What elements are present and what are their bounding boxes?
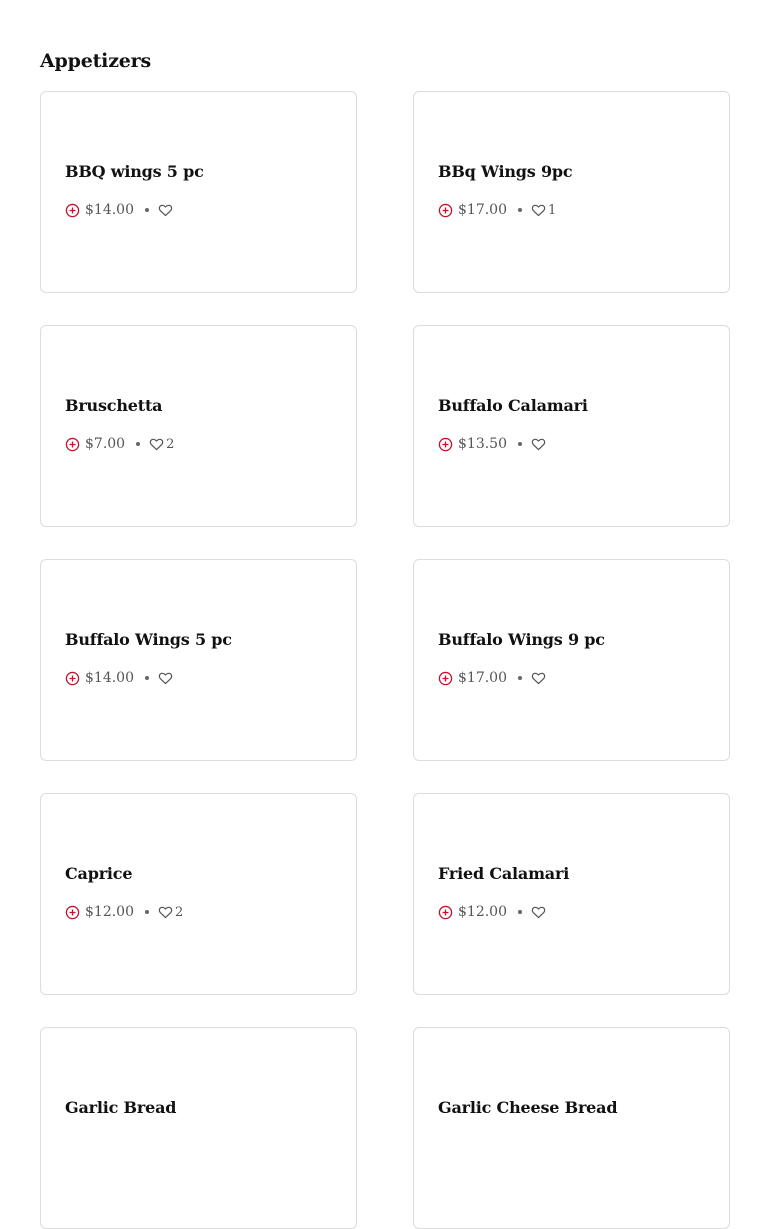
item-price: $14.00 [85,202,134,218]
item-meta [65,436,174,452]
like-button[interactable] [531,437,548,451]
item-name: Fried Calamari [438,864,570,883]
plus-circle-icon[interactable] [438,203,453,218]
menu-item-card[interactable] [413,325,730,527]
item-name: Caprice [65,864,133,883]
plus-circle-icon[interactable] [438,905,453,920]
item-name: Garlic Cheese Bread [438,1098,618,1117]
plus-circle-icon[interactable] [438,437,453,452]
separator-dot [145,208,149,212]
menu-item-card[interactable] [40,1027,357,1229]
section-title: Appetizers [40,50,151,72]
item-price: $12.00 [458,904,507,920]
like-count: 2 [166,436,175,452]
separator-dot [518,442,522,446]
heart-outline-icon [531,203,546,217]
menu-item-card[interactable] [413,559,730,761]
plus-circle-icon[interactable] [438,671,453,686]
plus-circle-icon[interactable] [65,203,80,218]
item-meta [65,202,175,218]
menu-item-card[interactable] [413,1027,730,1229]
heart-outline-icon [158,203,173,217]
separator-dot [136,442,140,446]
heart-outline-icon [158,671,173,685]
heart-outline-icon [158,905,173,919]
like-button[interactable] [531,905,548,919]
heart-outline-icon [531,437,546,451]
item-meta [438,202,556,218]
plus-circle-icon[interactable] [65,437,80,452]
separator-dot [518,910,522,914]
item-name: Buffalo Calamari [438,396,588,415]
menu-grid [40,91,730,1229]
item-name: BBq Wings 9pc [438,162,573,181]
like-button[interactable] [149,437,174,452]
menu-item-card[interactable] [413,793,730,995]
item-meta [438,670,548,686]
heart-outline-icon [531,905,546,919]
plus-circle-icon[interactable] [65,671,80,686]
like-count: 2 [175,904,184,920]
like-button[interactable] [158,203,175,217]
item-name: Bruschetta [65,396,163,415]
item-price: $13.50 [458,436,507,452]
item-price: $14.00 [85,670,134,686]
item-name: Buffalo Wings 9 pc [438,630,605,649]
menu-item-card[interactable] [413,91,730,293]
item-price: $17.00 [458,670,507,686]
item-price: $7.00 [85,436,126,452]
like-button[interactable] [158,671,175,685]
item-name: Buffalo Wings 5 pc [65,630,232,649]
separator-dot [145,676,149,680]
like-count: 1 [548,202,557,218]
plus-circle-icon[interactable] [65,905,80,920]
item-price: $17.00 [458,202,507,218]
menu-item-card[interactable] [40,325,357,527]
item-meta [65,904,183,920]
like-button[interactable] [158,905,183,920]
item-name: Garlic Bread [65,1098,177,1117]
item-meta [65,670,175,686]
separator-dot [518,676,522,680]
like-button[interactable] [531,671,548,685]
heart-outline-icon [149,437,164,451]
item-meta [438,436,548,452]
item-name: BBQ wings 5 pc [65,162,204,181]
item-price: $12.00 [85,904,134,920]
item-meta [438,904,548,920]
like-button[interactable] [531,203,556,218]
menu-item-card[interactable] [40,559,357,761]
heart-outline-icon [531,671,546,685]
menu-item-card[interactable] [40,793,357,995]
menu-item-card[interactable] [40,91,357,293]
separator-dot [145,910,149,914]
separator-dot [518,208,522,212]
